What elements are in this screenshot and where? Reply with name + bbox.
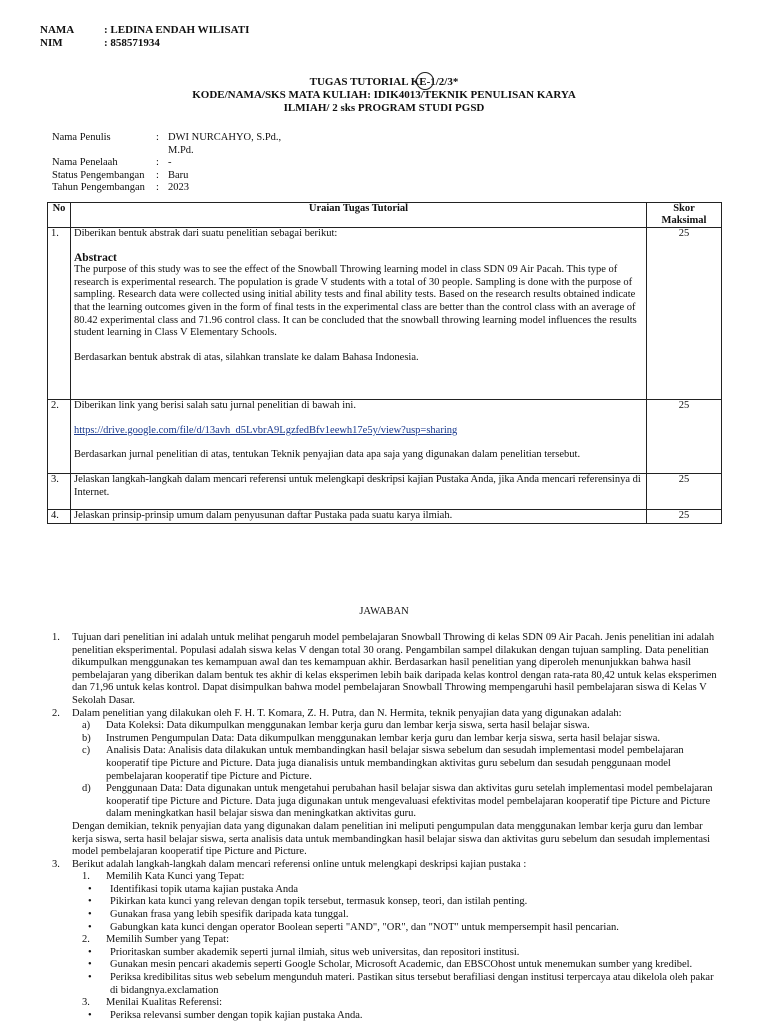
bullet-icon: • <box>88 959 92 971</box>
sub-item: d) Penggunaan Data: Data digunakan untuk mengetahui perubahan hasil belajar siswa dan aktivitas guru setelah implementasi model pembelajaran kooperatif tipe Picture and Picture. Data juga digunakan untuk mengevaluasi efektivitas model pembelajaran kooperatif tipe Picture and Picture dalam meningkatkan hasil belajar siswa dan meningkatkan aktivitas guru. <box>82 783 713 820</box>
step-item: 3. Menilai Kualitas Referensi: <box>82 997 223 1009</box>
bullet-item: • Gunakan frasa yang lebih spesifik daripada kata tunggal. <box>72 909 724 922</box>
list-item <box>52 632 724 708</box>
bullet-icon: • <box>88 909 92 921</box>
nim-value: : 858571934 <box>104 37 160 49</box>
step-item: 1. Memilih Kata Kunci yang Tepat: <box>82 871 245 883</box>
score-cell: 25 <box>647 228 722 400</box>
task-table <box>47 202 722 524</box>
task-cell <box>71 400 647 474</box>
heading-line-1: TUGAS TUTORIAL KE-1/2/3* <box>309 76 459 88</box>
score-cell: 25 <box>647 510 722 524</box>
task-cell: Jelaskan langkah-langkah dalam mencari referensi untuk melengkapi deskripsi kajian Pustaka Anda, jika Anda mencari referensinya di Internet. <box>71 474 647 510</box>
row-number: 1. <box>48 228 71 400</box>
bullet-item: • Pikirkan kata kunci yang relevan dengan topik tersebut, termasuk konsep, teori, dan istilah penting. <box>72 896 724 909</box>
answer-text: Dalam penelitian yang dilakukan oleh F. H. T. Komara, Z. H. Putra, dan N. Hermita, teknik penyajian data yang digunakan adalah: <box>72 707 622 719</box>
answers-list <box>52 632 724 1022</box>
col-no-header: No <box>48 203 71 228</box>
heading-line-2: KODE/NAMA/SKS MATA KULIAH: IDIK4013/TEKNIK PENULISAN KARYA <box>192 89 576 101</box>
table-row <box>48 228 722 400</box>
answer-text: Tujuan dari penelitian ini adalah untuk melihat pengaruh model pembelajaran Snowball Throwing di kelas SDN 09 Air Pacah. Jenis penelitian ini adalah penelitian eksperimental. Populasi adalah siswa kelas V dengan total 30 orang. Pengambilan sampel dilakukan dengan tujuan sampling. Data penelitian dikumpulkan menggunakan tes kemampuan awal dan tes kemampuan akhir. Berdasarkan hasil penelitian yang diperoleh menunjukkan bahwa hasil pembelajaran yang diberikan dalam bentuk tes akhir di kelas eksperimen lebih baik daripada kelas kontrol dengan rata-rata 80,42 untuk kelas eksperimen dan 71,96 untuk kelas kontrol. Dapat disimpulkan bahwa model pembelajaran Snowball Throwing mempengaruhi hasil pembelajaran siswa di Kelas V Sekolah Dasar. <box>72 632 717 706</box>
list-item <box>52 708 724 859</box>
jawaban-title: JAWABAN <box>359 606 409 617</box>
abstract-title: Abstract <box>74 251 117 264</box>
abstract-text: The purpose of this study was to see the effect of the Snowball Throwing learning model in class SDN 09 Air Pacah. This type of research is experimental research. The population is grade V students with a total of 30 people. Sampling is done with the purpose of sampling. Research data were collected using initial ability tests and final ability tests. Based on the research results obtained indicate that the learning outcomes given in the form of final tests in the experimental class are better than the control class with an average of 80.42 experimental class and 71.96 control class. It can be concluded that the snowball throwing learning model influences the results student learning in Class V Elementary Schools. <box>74 264 637 339</box>
task-instruction: Berdasarkan jurnal penelitian di atas, tentukan Teknik penyajian data apa saja yang digunakan dalam penelitian tersebut. <box>74 449 581 461</box>
task-intro: Diberikan bentuk abstrak dari suatu penelitian sebagai berikut: <box>74 228 338 239</box>
bullet-item: • Prioritaskan sumber akademik seperti jurnal ilmiah, situs web universitas, dan repositori institusi. <box>72 947 724 960</box>
meta-row-author: Nama Penulis : DWI NURCAHYO, S.Pd., M.Pd. <box>52 132 282 156</box>
answer-number: 2. <box>52 707 60 719</box>
answer-number: 3. <box>52 858 60 870</box>
bullet-icon: • <box>88 1009 92 1021</box>
bullet-icon: • <box>88 896 92 908</box>
task-intro: Diberikan link yang berisi salah satu jurnal penelitian di bawah ini. <box>74 400 356 411</box>
score-cell: 25 <box>647 400 722 474</box>
nama-label: NAMA <box>40 24 75 36</box>
list-item <box>52 859 724 1023</box>
document-meta <box>52 132 308 195</box>
bullet-icon: • <box>88 972 92 984</box>
task-cell <box>71 228 647 400</box>
bullet-icon: • <box>88 946 92 958</box>
step-item: 2. Memilih Sumber yang Tepat: <box>82 934 230 946</box>
meta-row-year: Tahun Pengembangan : 2023 <box>52 182 189 194</box>
meta-row-status: Status Pengembangan : Baru <box>52 169 189 181</box>
meta-row-reviewer: Nama Penelaah : - <box>52 157 172 169</box>
answer-closing: Dengan demikian, teknik penyajian data yang digunakan dalam penelitian ini meliputi pengumpulan data menggunakan lembar kerja guru dan lembar kerja siswa, serta hasil belajar siswa, serta analisis data untuk membandingkan hasil belajar siswa dan aktivitas guru sebelum dan sesudah implementasi model pembelajaran kooperatif tipe Picture and Picture. <box>72 820 710 858</box>
circle-mark-icon <box>416 72 434 90</box>
answer-number: 1. <box>52 632 60 643</box>
score-cell: 25 <box>647 474 722 510</box>
answer-text: Berikut adalah langkah-langkah dalam mencari referensi online untuk melengkapi deskripsi kajian pustaka : <box>72 858 527 870</box>
table-row <box>48 510 722 524</box>
sub-item: c) Analisis Data: Analisis data dilakukan untuk membandingkan hasil belajar siswa sebelum dan sesudah implementasi model pembelajaran kooperatif tipe Picture and Picture. Data juga dianalisis untuk membandingkan aktivitas guru sebelum dan sesudah penggunaan model pembelajaran kooperatif tipe Picture and Picture. <box>82 745 684 782</box>
task-instruction: Berdasarkan bentuk abstrak di atas, silahkan translate ke dalam Bahasa Indonesia. <box>74 351 419 363</box>
row-number: 2. <box>48 400 71 474</box>
table-header-row <box>48 203 722 228</box>
table-row <box>48 400 722 474</box>
journal-link[interactable]: https://drive.google.com/file/d/13avh_d5LvbrA9LgzfedBfv1eewh17e5y/view?usp=sharing <box>74 424 458 436</box>
bullet-icon: • <box>88 921 92 933</box>
assignment-heading <box>0 76 768 115</box>
bullet-item: • Gunakan mesin pencari akademis seperti Google Scholar, Microsoft Academic, dan EBSCOhost untuk menemukan sumber yang kredibel. <box>72 959 724 972</box>
sub-item: b) Instrumen Pengumpulan Data: Data dikumpulkan menggunakan lembar kerja guru dan lembar kerja siswa, serta hasil belajar siswa. <box>82 732 660 744</box>
bullet-item: • Identifikasi topik utama kajian pustaka Anda <box>72 884 724 897</box>
row-number: 3. <box>48 474 71 510</box>
bullet-item: • Periksa relevansi sumber dengan topik kajian pustaka Anda. <box>72 1010 724 1023</box>
table-row <box>48 474 722 510</box>
bullet-item: • Periksa kredibilitas situs web sebelum mengunduh materi. Pastikan situs tersebut berafiliasi dengan institusi terpercaya atau dikelola oleh pakar di bidangnya.exclamation <box>72 972 724 997</box>
heading-line-3: ILMIAH/ 2 sks PROGRAM STUDI PGSD <box>283 102 485 114</box>
row-number: 4. <box>48 510 71 524</box>
nama-value: : LEDINA ENDAH WILISATI <box>104 24 250 36</box>
nim-label: NIM <box>40 37 63 49</box>
col-score-header: Skor Maksimal <box>647 203 722 228</box>
student-identity <box>40 24 249 50</box>
task-cell: Jelaskan prinsip-prinsip umum dalam penyusunan daftar Pustaka pada suatu karya ilmiah. <box>71 510 647 524</box>
sub-item: a) Data Koleksi: Data dikumpulkan menggunakan lembar kerja guru dan lembar kerja siswa, serta hasil belajar siswa. <box>82 720 590 732</box>
bullet-icon: • <box>88 883 92 895</box>
col-task-header: Uraian Tugas Tutorial <box>71 203 647 228</box>
bullet-item: • Gabungkan kata kunci dengan operator Boolean seperti "AND", "OR", dan "NOT" untuk mempersempit hasil pencarian. <box>72 922 724 935</box>
